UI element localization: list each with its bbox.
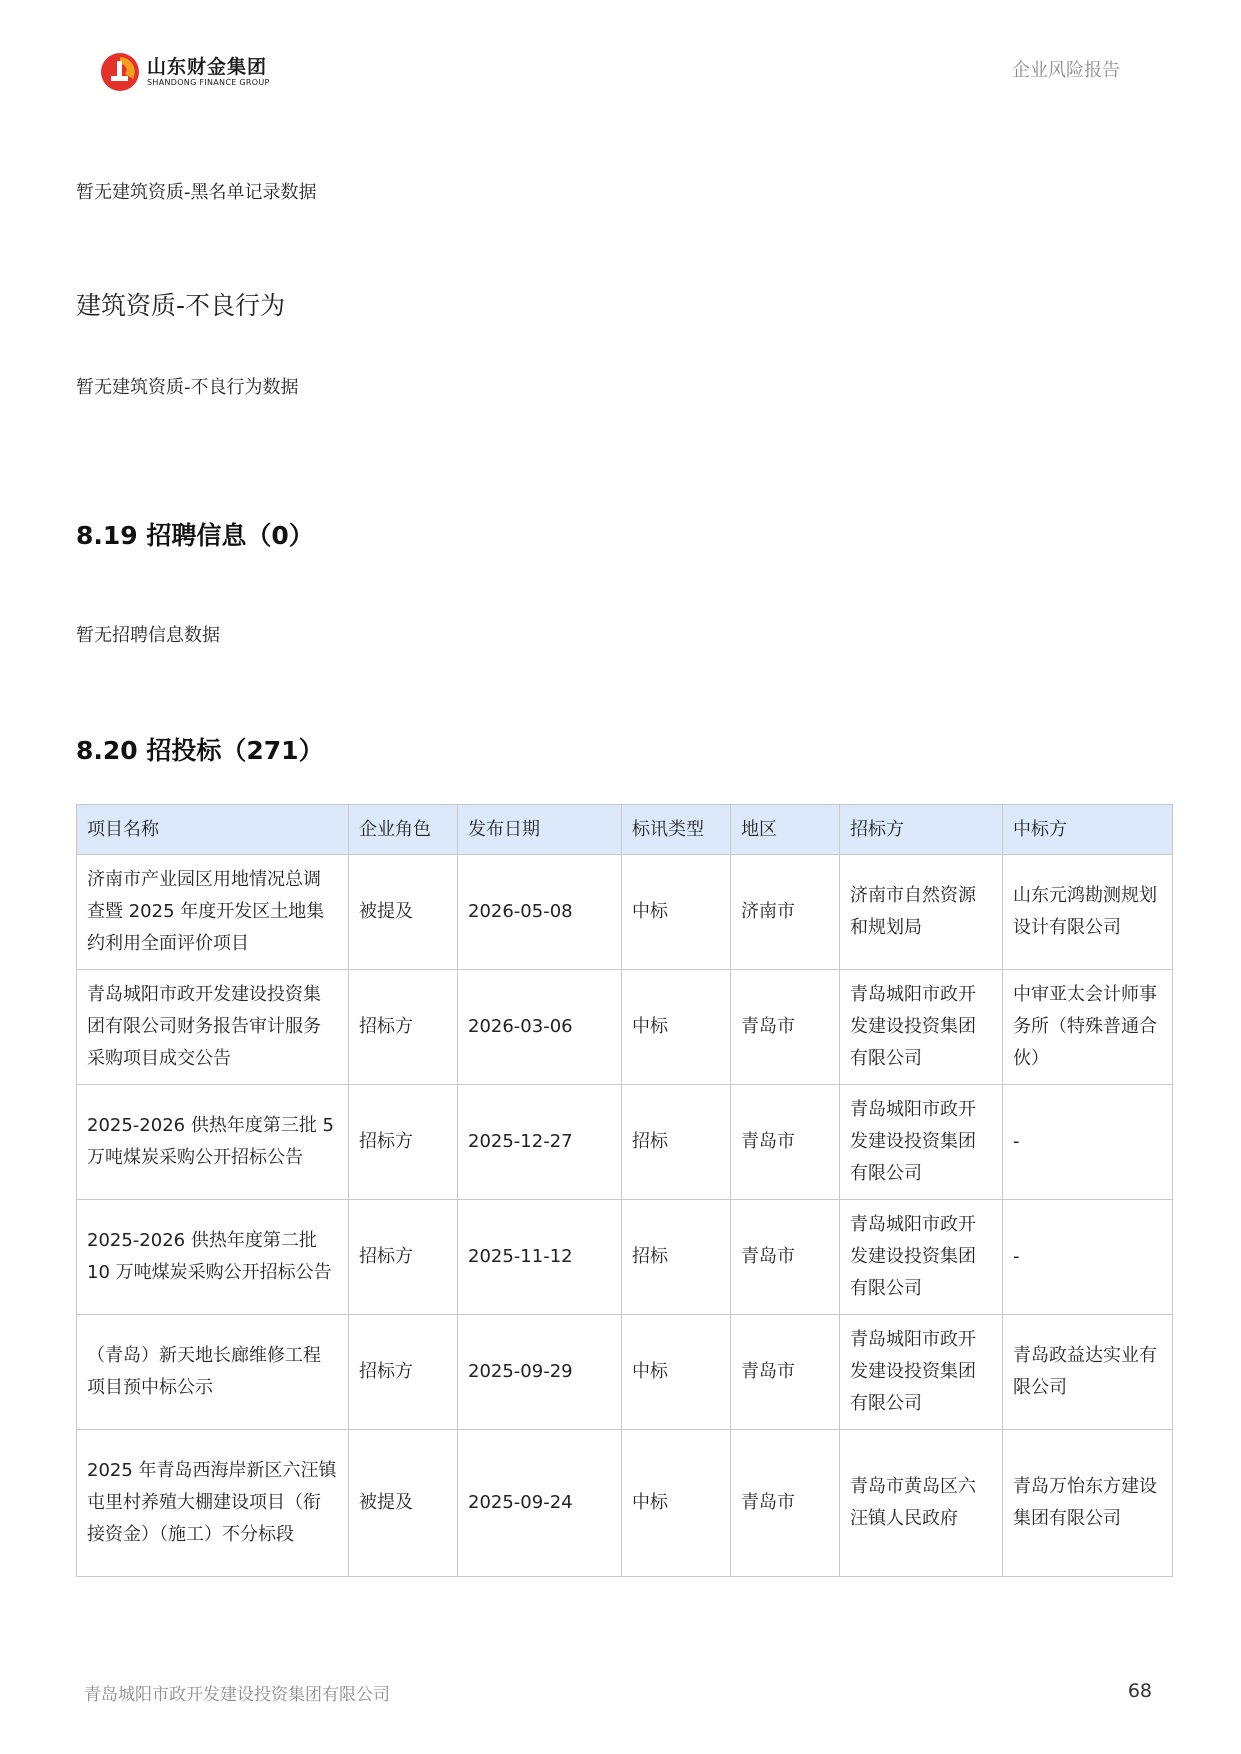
column-header-company-role: 企业角色: [349, 805, 458, 855]
table-header-row: [77, 805, 1173, 855]
cell-publish-date: 2026-05-08: [458, 855, 622, 970]
cell-project-name: 青岛城阳市政开发建设投资集团有限公司财务报告审计服务采购项目成交公告: [77, 970, 349, 1085]
table-row: [77, 1200, 1173, 1315]
page-header: [0, 0, 1241, 130]
cell-winner: 青岛政益达实业有限公司: [1003, 1315, 1173, 1430]
cell-tenderer: 济南市自然资源和规划局: [840, 855, 1003, 970]
cell-publish-date: 2025-09-29: [458, 1315, 622, 1430]
cell-notice-type: 中标: [622, 1430, 731, 1577]
company-logo: [100, 52, 270, 92]
bad-behavior-heading: 建筑资质-不良行为: [76, 291, 286, 320]
bidding-table: [76, 804, 1173, 1577]
footer-company-name: 青岛城阳市政开发建设投资集团有限公司: [84, 1685, 390, 1705]
logo-chinese-name: 山东财金集团: [147, 56, 268, 78]
cell-publish-date: 2025-09-24: [458, 1430, 622, 1577]
cell-company-role: 招标方: [349, 1315, 458, 1430]
column-header-notice-type: 标讯类型: [622, 805, 731, 855]
cell-project-name: 2025 年青岛西海岸新区六汪镇屯里村养殖大棚建设项目（衔接资金）（施工）不分标段: [77, 1430, 349, 1577]
cell-winner: 中审亚太会计师事务所（特殊普通合伙）: [1003, 970, 1173, 1085]
cell-publish-date: 2025-12-27: [458, 1085, 622, 1200]
table-row: [77, 855, 1173, 970]
bad-behavior-empty-text: 暂无建筑资质-不良行为数据: [76, 377, 299, 398]
cell-company-role: 被提及: [349, 1430, 458, 1577]
report-title: 企业风险报告: [1012, 60, 1120, 81]
cell-publish-date: 2026-03-06: [458, 970, 622, 1085]
cell-notice-type: 中标: [622, 1315, 731, 1430]
cell-winner: 山东元鸿勘测规划设计有限公司: [1003, 855, 1173, 970]
cell-winner: 青岛万怡东方建设集团有限公司: [1003, 1430, 1173, 1577]
cell-company-role: 被提及: [349, 855, 458, 970]
blacklist-empty-text: 暂无建筑资质-黑名单记录数据: [76, 182, 317, 203]
cell-region: 青岛市: [731, 1085, 840, 1200]
table-row: [77, 1430, 1173, 1577]
page-number: 68: [1127, 1680, 1152, 1702]
cell-notice-type: 招标: [622, 1085, 731, 1200]
cell-tenderer: 青岛城阳市政开发建设投资集团有限公司: [840, 1315, 1003, 1430]
cell-tenderer: 青岛城阳市政开发建设投资集团有限公司: [840, 1085, 1003, 1200]
cell-project-name: 2025-2026 供热年度第三批 5 万吨煤炭采购公开招标公告: [77, 1085, 349, 1200]
cell-project-name: 2025-2026 供热年度第二批 10 万吨煤炭采购公开招标公告: [77, 1200, 349, 1315]
column-header-winner: 中标方: [1003, 805, 1173, 855]
bidding-section-title: 8.20 招投标（271）: [76, 736, 324, 765]
cell-region: 青岛市: [731, 1315, 840, 1430]
column-header-region: 地区: [731, 805, 840, 855]
cell-notice-type: 中标: [622, 855, 731, 970]
column-header-publish-date: 发布日期: [458, 805, 622, 855]
recruitment-empty-text: 暂无招聘信息数据: [76, 625, 220, 646]
table-row: [77, 1315, 1173, 1430]
cell-region: 济南市: [731, 855, 840, 970]
cell-winner: -: [1003, 1200, 1173, 1315]
logo-english-name: SHANDONG FINANCE GROUP: [147, 78, 270, 87]
cell-notice-type: 招标: [622, 1200, 731, 1315]
recruitment-section-title: 8.19 招聘信息（0）: [76, 521, 314, 550]
cell-tenderer: 青岛城阳市政开发建设投资集团有限公司: [840, 970, 1003, 1085]
cell-winner: -: [1003, 1085, 1173, 1200]
cell-publish-date: 2025-11-12: [458, 1200, 622, 1315]
cell-project-name: 济南市产业园区用地情况总调查暨 2025 年度开发区土地集约利用全面评价项目: [77, 855, 349, 970]
cell-region: 青岛市: [731, 970, 840, 1085]
cell-notice-type: 中标: [622, 970, 731, 1085]
table-row: [77, 1085, 1173, 1200]
cell-company-role: 招标方: [349, 1085, 458, 1200]
cell-region: 青岛市: [731, 1200, 840, 1315]
column-header-project-name: 项目名称: [77, 805, 349, 855]
logo-mark-icon: [100, 52, 140, 92]
cell-region: 青岛市: [731, 1430, 840, 1577]
cell-company-role: 招标方: [349, 970, 458, 1085]
cell-tenderer: 青岛城阳市政开发建设投资集团有限公司: [840, 1200, 1003, 1315]
cell-tenderer: 青岛市黄岛区六汪镇人民政府: [840, 1430, 1003, 1577]
table-row: [77, 970, 1173, 1085]
cell-project-name: （青岛）新天地长廊维修工程项目预中标公示: [77, 1315, 349, 1430]
cell-company-role: 招标方: [349, 1200, 458, 1315]
column-header-tenderer: 招标方: [840, 805, 1003, 855]
